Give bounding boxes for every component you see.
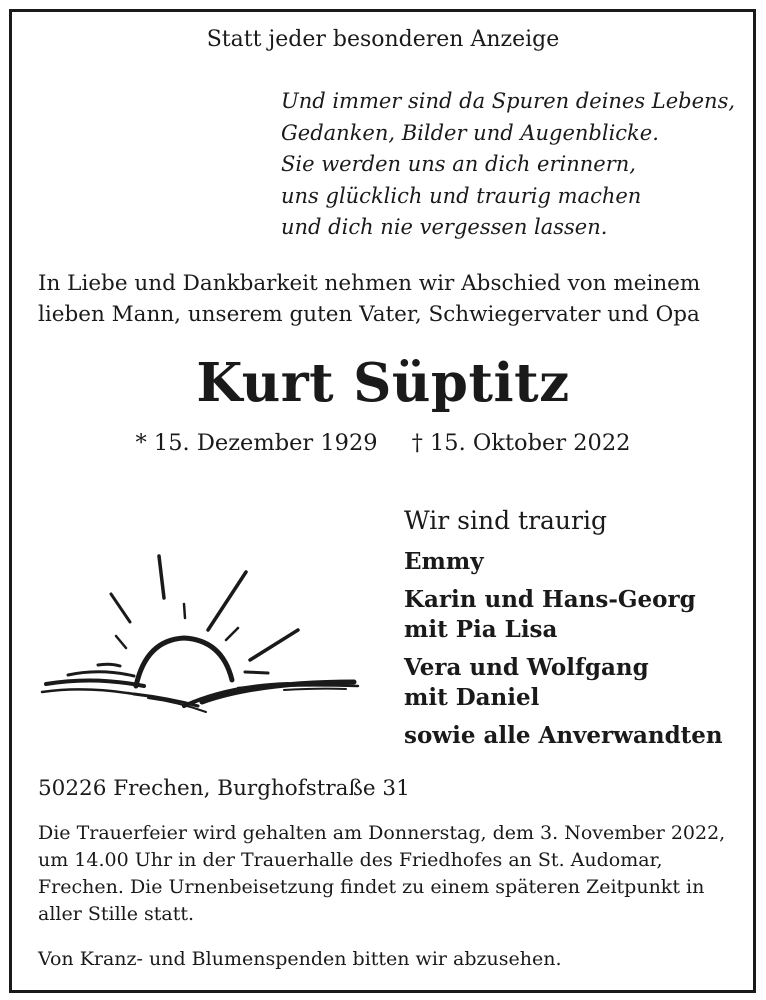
address: 50226 Frechen, Burghofstraße 31 bbox=[38, 776, 410, 801]
family-group bbox=[404, 585, 723, 645]
ceremony-line: Frechen. Die Urnenbeisetzung findet zu einem späteren Zeitpunkt in bbox=[38, 876, 705, 898]
intro-line: lieben Mann, unserem guten Vater, Schwiegervater und Opa bbox=[38, 302, 700, 327]
poem-line: Sie werden uns an dich erinnern, bbox=[281, 152, 636, 176]
death-date: † 15. Oktober 2022 bbox=[411, 430, 631, 456]
flowers-note: Von Kranz- und Blumenspenden bitten wir abzusehen. bbox=[38, 948, 562, 970]
family-line: mit Pia Lisa bbox=[404, 616, 558, 643]
family-list bbox=[404, 547, 723, 759]
poem-line: Und immer sind da Spuren deines Lebens, bbox=[281, 89, 736, 113]
life-dates bbox=[0, 430, 766, 456]
family-group bbox=[404, 721, 723, 751]
poem-line: und dich nie vergessen lassen. bbox=[281, 215, 608, 239]
ceremony-line: aller Stille statt. bbox=[38, 903, 195, 925]
notice-header: Statt jeder besonderen Anzeige bbox=[206, 27, 560, 52]
sunset-icon bbox=[38, 548, 368, 718]
intro-line: In Liebe und Dankbarkeit nehmen wir Abschied von meinem bbox=[38, 271, 701, 296]
poem-line: uns glücklich und traurig machen bbox=[281, 183, 642, 208]
family-line: Emmy bbox=[404, 548, 484, 575]
family-group bbox=[404, 653, 723, 713]
deceased-name: Kurt Süptitz bbox=[196, 352, 570, 414]
family-line: Vera und Wolfgang bbox=[404, 654, 649, 681]
intro-text bbox=[38, 268, 700, 330]
family-line: mit Daniel bbox=[404, 684, 540, 711]
family-line: sowie alle Anverwandten bbox=[404, 722, 723, 749]
family-group bbox=[404, 547, 723, 577]
ceremony-line: um 14.00 Uhr in der Trauerhalle des Friedhofes an St. Audomar, bbox=[38, 849, 663, 871]
family-line: Karin und Hans-Georg bbox=[404, 586, 696, 613]
birth-date: * 15. Dezember 1929 bbox=[135, 430, 378, 456]
poem-line: Gedanken, Bilder und Augenblicke. bbox=[281, 120, 659, 145]
poem bbox=[281, 86, 735, 244]
ceremony-line: Die Trauerfeier wird gehalten am Donnerstag, dem 3. November 2022, bbox=[38, 822, 726, 844]
ceremony-info bbox=[38, 820, 725, 928]
mourners-intro: Wir sind traurig bbox=[404, 506, 607, 535]
